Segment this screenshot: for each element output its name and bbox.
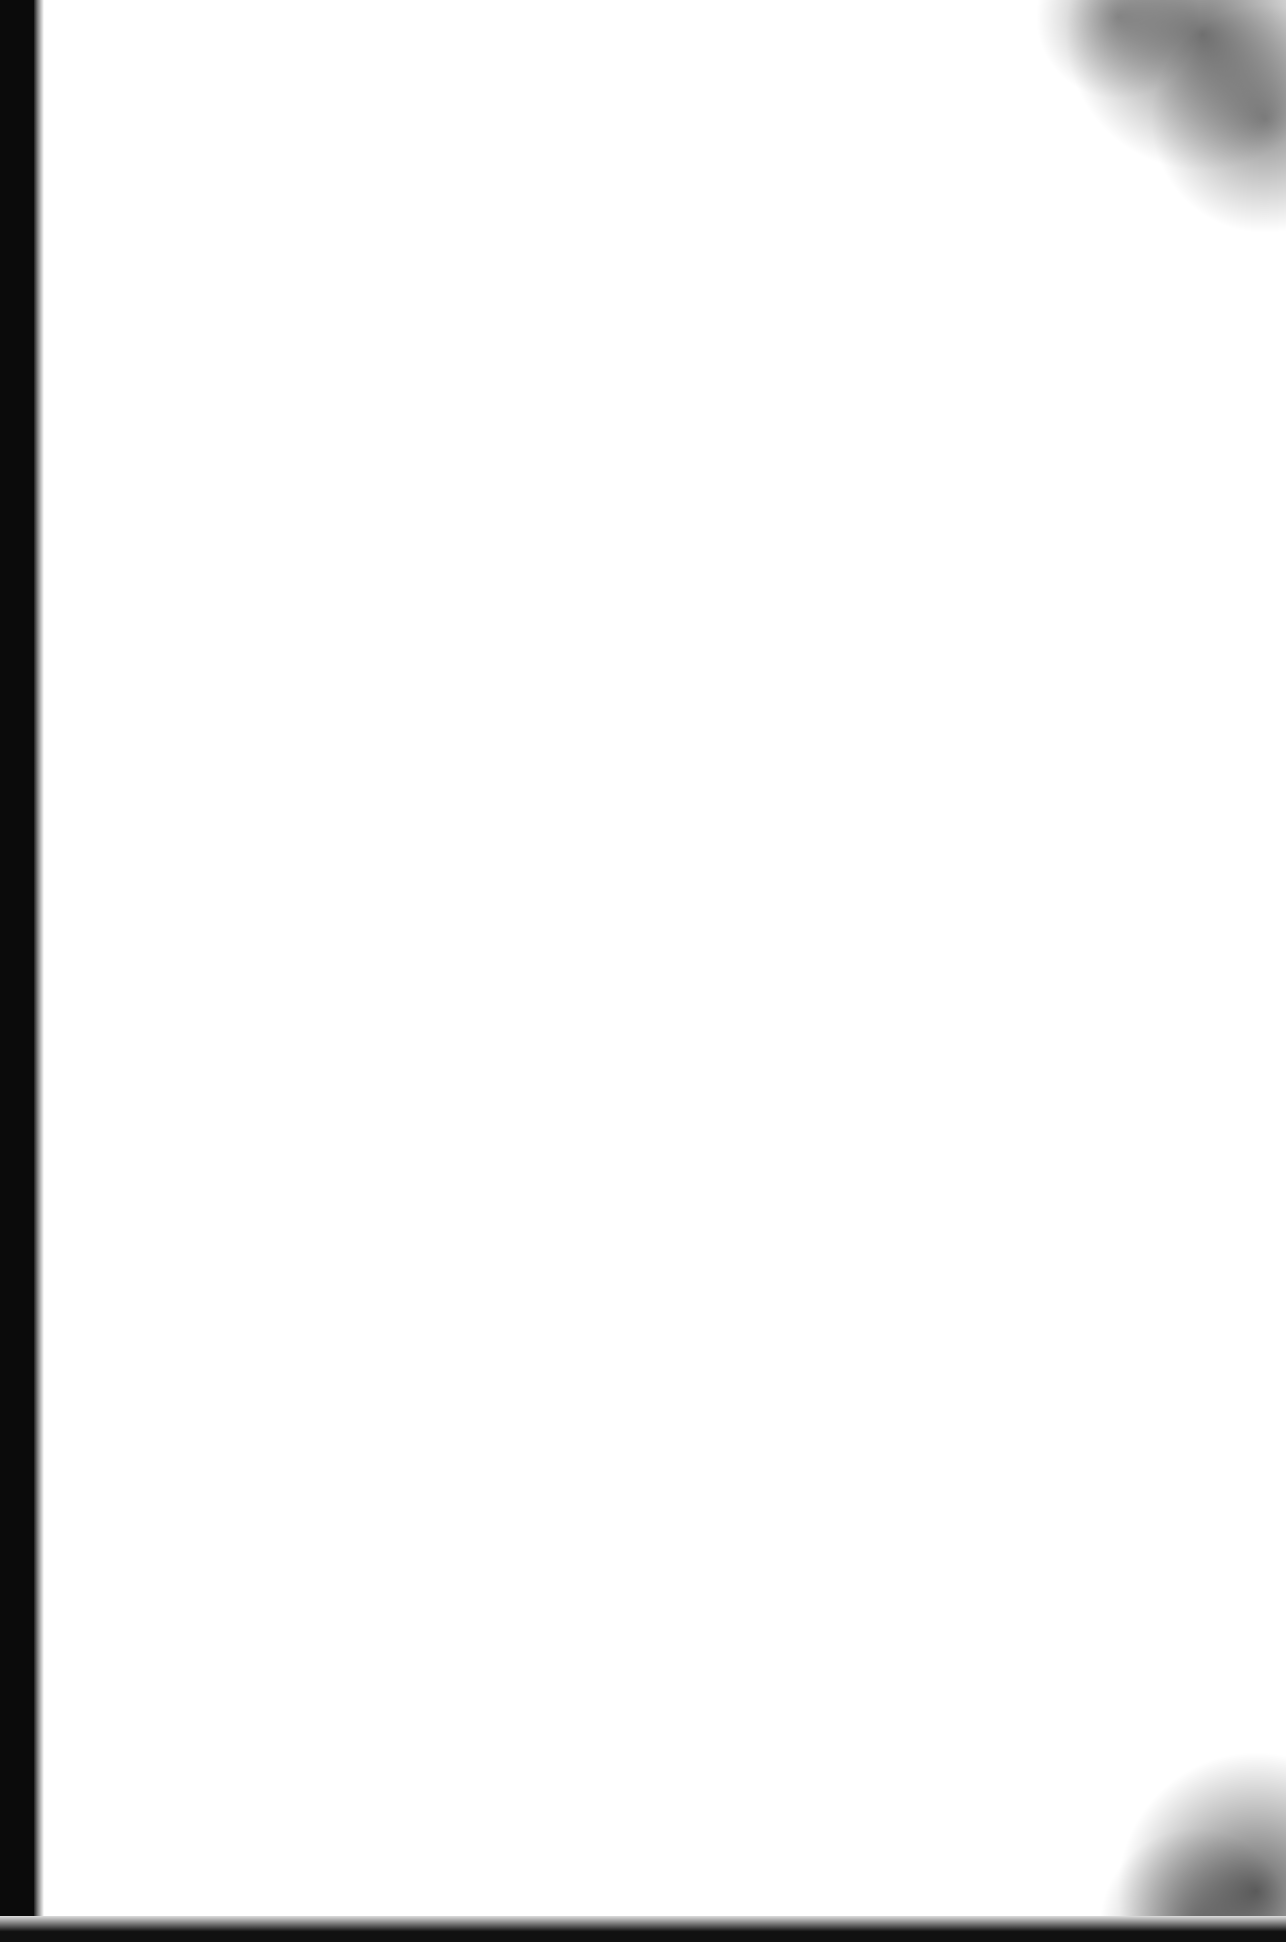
text-line [205,1319,1135,1376]
text-line [205,1922,1135,1942]
text-line [205,1262,1135,1319]
text-line [205,830,1135,887]
text-line [205,341,1135,398]
text-line [205,1034,1135,1091]
page-binding-shadow [34,0,44,1942]
page-binding-edge [0,0,34,1942]
text-line [205,1547,1135,1604]
text-line [205,284,1135,341]
text-line [205,773,1135,830]
text-line [205,1751,1135,1808]
text-line [205,1205,1135,1262]
text-line [205,1376,1135,1433]
paragraph-2 [205,431,1135,1001]
text-line [205,1490,1135,1547]
text-line [205,887,1135,944]
text-line [205,227,1135,284]
running-header [0,110,1286,146]
text-line [205,716,1135,773]
text-line [205,545,1135,602]
page-body [205,170,1135,1942]
paragraph-1 [205,170,1135,398]
text-line [205,1865,1135,1922]
text-line [205,1091,1135,1148]
text-line [205,1694,1135,1751]
paragraph-3 [205,1034,1135,1661]
text-line [205,170,1135,227]
text-line [205,944,1135,1001]
text-line [205,1433,1135,1490]
text-line [205,1604,1135,1661]
text-line [205,488,1135,545]
text-line [205,659,1135,716]
text-line [205,1148,1135,1205]
text-line [205,602,1135,659]
text-line [205,1808,1135,1865]
paragraph-4 [205,1694,1135,1942]
text-line [205,431,1135,488]
